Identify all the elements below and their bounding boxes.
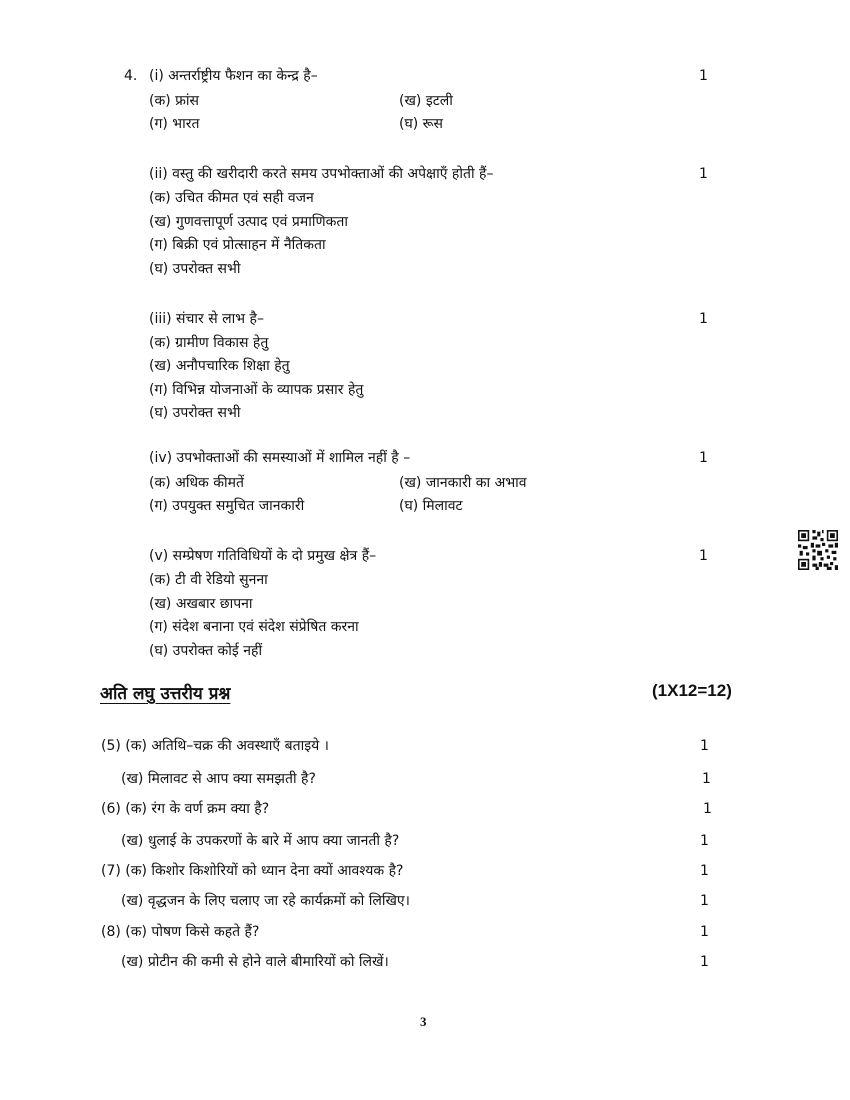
question-4-ii: (ii) वस्तु की खरीदारी करते समय उपभोक्ताओं की अपेक्षाएँ होती हैं– [149, 166, 494, 182]
option: (क) अधिक कीमतें [149, 475, 244, 491]
short-question: (ख) वृद्धजन के लिए चलाए जा रहे कार्यक्रमों को लिखिए। [121, 893, 410, 909]
option: (घ) मिलावट [399, 498, 463, 514]
option: (ग) विभिन्न योजनाओं के व्यापक प्रसार हेतु [149, 382, 364, 398]
short-question: (ख) धुलाई के उपकरणों के बारे में आप क्या जानती है? [121, 833, 400, 849]
marks: 1 [700, 924, 709, 940]
marks: 1 [700, 863, 709, 879]
option: (ग) उपयुक्त समुचित जानकारी [149, 498, 305, 514]
option: (घ) उपरोक्त सभी [149, 261, 241, 277]
short-question: (8) (क) पोषण किसे कहते हैं? [101, 924, 260, 940]
option: (ग) भारत [149, 116, 200, 132]
question-number: 4. [124, 68, 138, 84]
marks: 1 [700, 833, 709, 849]
marks: 1 [699, 311, 708, 327]
short-question: (7) (क) किशोर किशोरियों को ध्यान देना क्यों आवश्यक है? [101, 863, 404, 879]
marks: 1 [700, 738, 709, 754]
section-marks: (1X12=12) [652, 681, 732, 700]
option: (क) ग्रामीण विकास हेतु [149, 335, 269, 351]
option: (ख) जानकारी का अभाव [399, 475, 527, 491]
option: (क) उचित कीमत एवं सही वजन [149, 190, 314, 206]
question-4-v: (v) सम्प्रेषण गतिविधियों के दो प्रमुख क्षेत्र हैं– [149, 548, 377, 564]
marks: 1 [699, 166, 708, 182]
question-4-iv: (iv) उपभोक्ताओं की समस्याओं में शामिल नहीं है – [149, 450, 411, 466]
option: (ग) संदेश बनाना एवं संदेश संप्रेषित करना [149, 619, 359, 635]
option: (घ) उपरोक्त सभी [149, 405, 241, 421]
marks: 1 [702, 771, 711, 787]
marks: 1 [700, 954, 709, 970]
short-question: (ख) प्रोटीन की कमी से होने वाले बीमारियों को लिखें। [121, 954, 389, 970]
marks: 1 [703, 801, 712, 817]
option: (ग) बिक्री एवं प्रोत्साहन में नैतिकता [149, 237, 326, 253]
section-title: अति लघु उत्तरीय प्रश्न [100, 684, 231, 704]
option: (घ) उपरोक्त कोई नहीं [149, 643, 263, 659]
option: (ख) अनौपचारिक शिक्षा हेतु [149, 358, 290, 374]
option: (घ) रूस [399, 116, 443, 132]
short-question: (5) (क) अतिथि–चक्र की अवस्थाएँ बताइये । [101, 738, 329, 754]
short-question: (6) (क) रंग के वर्ण क्रम क्या है? [101, 801, 270, 817]
option: (क) फ्रांस [149, 93, 200, 109]
marks: 1 [699, 450, 708, 466]
marks: 1 [700, 893, 709, 909]
option: (क) टी वी रेडियो सुनना [149, 572, 268, 588]
marks: 1 [699, 68, 708, 84]
question-4-iii: (iii) संचार से लाभ है– [149, 311, 264, 327]
option: (ख) गुणवत्तापूर्ण उत्पाद एवं प्रमाणिकता [149, 214, 348, 230]
question-4-i: (i) अन्तर्राष्ट्रीय फैशन का केन्द्र है– [149, 68, 318, 84]
marks: 1 [699, 548, 708, 564]
option: (ख) इटली [399, 93, 453, 109]
qr-code-icon [798, 530, 838, 570]
page-number: 3 [420, 1014, 427, 1029]
short-question: (ख) मिलावट से आप क्या समझती है? [121, 771, 316, 787]
option: (ख) अखबार छापना [149, 596, 253, 612]
